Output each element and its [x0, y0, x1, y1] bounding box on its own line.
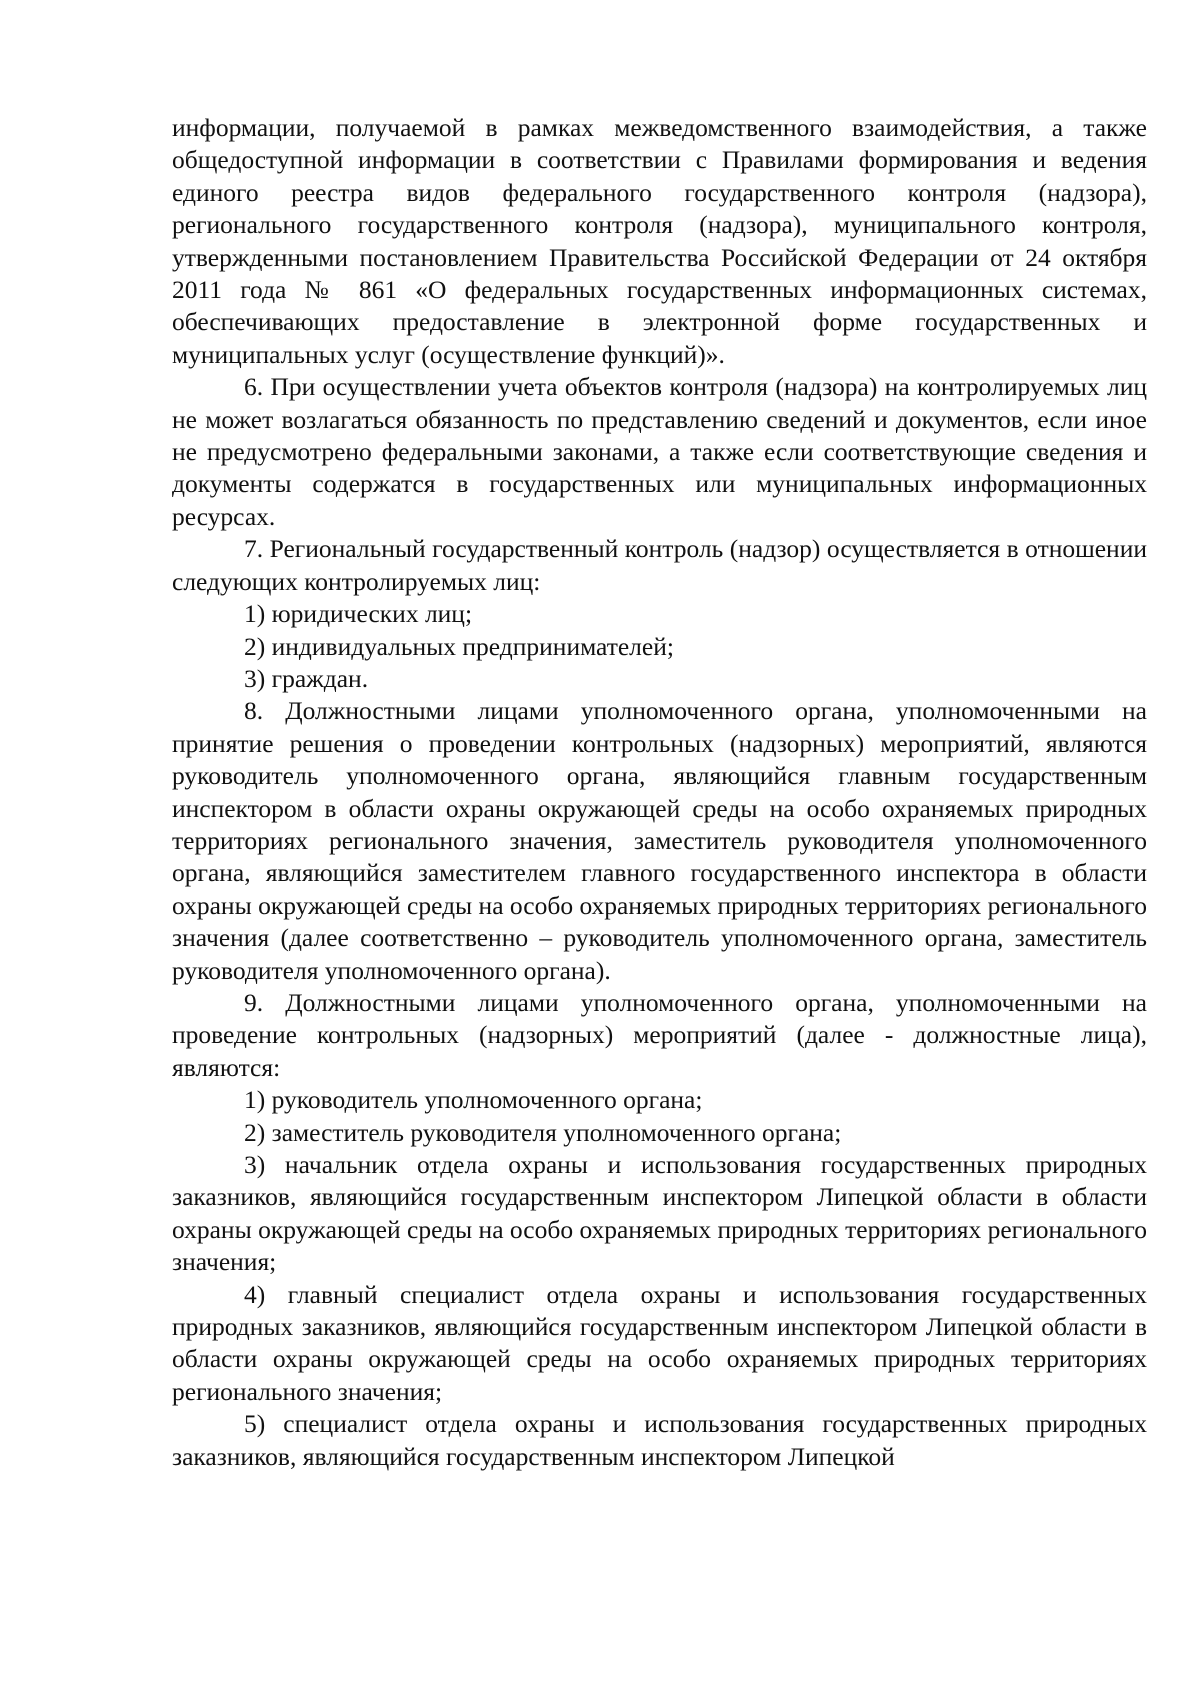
list-item-9-2: 2) заместитель руководителя уполномоченного органа;	[244, 1117, 842, 1147]
paragraph-item-7: 7. Региональный государственный контроль (надзор) осуществляется в отношении следующих контролируемых лиц:	[172, 534, 1147, 596]
list-item-9-1: 1) руководитель уполномоченного органа;	[244, 1085, 703, 1115]
list-item-9-3: 3) начальник отдела охраны и использования государственных природных заказников, являющийся государственным инспектором Липецкой области в области охраны окружающей среды на особо охраняемых природных территориях регионального значения;	[172, 1150, 1148, 1277]
list-item-7-3: 3) граждан.	[244, 663, 369, 693]
list-item-7-1: 1) юридических лиц;	[244, 599, 473, 629]
paragraph-item-8: 8. Должностными лицами уполномоченного органа, уполномоченными на принятие решения о проведении контрольных (надзорных) мероприятий, являются руководитель уполномоченного органа, являющийся главным государственным инспектором в области охраны окружающей среды на особо охраняемых природных территориях регионального значения, заместитель руководителя уполномоченного органа, являющийся заместителем главного государственного инспектора в области охраны окружающей среды на особо охраняемых природных территориях регионального значения (далее соответственно – руководитель уполномоченного органа, заместитель руководителя уполномоченного органа).	[172, 696, 1148, 985]
paragraph-item-6: 6. При осуществлении учета объектов контроля (надзора) на контролируемых лиц не может возлагаться обязанность по представлению сведений и документов, если иное не предусмотрено федеральными законами, а также если соответствующие сведения и документы содержатся в государственных или муниципальных информационных ресурсах.	[172, 372, 1147, 531]
paragraph-item-9: 9. Должностными лицами уполномоченного органа, уполномоченными на проведение контрольных (надзорных) мероприятий (далее - должностные лица), являются:	[172, 987, 1147, 1082]
list-item-7-2: 2) индивидуальных предпринимателей;	[244, 631, 674, 661]
document-page	[172, 112, 1147, 1473]
paragraph-continuation: информации, получаемой в рамках межведомственного взаимодействия, а также общедоступной информации в соответствии с Правилами формирования и ведения единого реестра видов федерального государственного контроля (надзора), регионального государственного контроля (надзора), муниципального контроля, утвержденными постановлением Правительства Российской Федерации от 24 октября 2011 года № 861 «О федеральных государственных информационных системах, обеспечивающих предоставление в электронной форме государственных и муниципальных услуг (осуществление функций)».	[172, 113, 1147, 369]
list-item-9-5: 5) специалист отдела охраны и использования государственных природных заказников, являющийся государственным инспектором Липецкой	[172, 1409, 1147, 1471]
list-item-9-4: 4) главный специалист отдела охраны и использования государственных природных заказников, являющийся государственным инспектором Липецкой области в области охраны окружающей среды на особо охраняемых природных территориях регионального значения;	[172, 1279, 1147, 1406]
